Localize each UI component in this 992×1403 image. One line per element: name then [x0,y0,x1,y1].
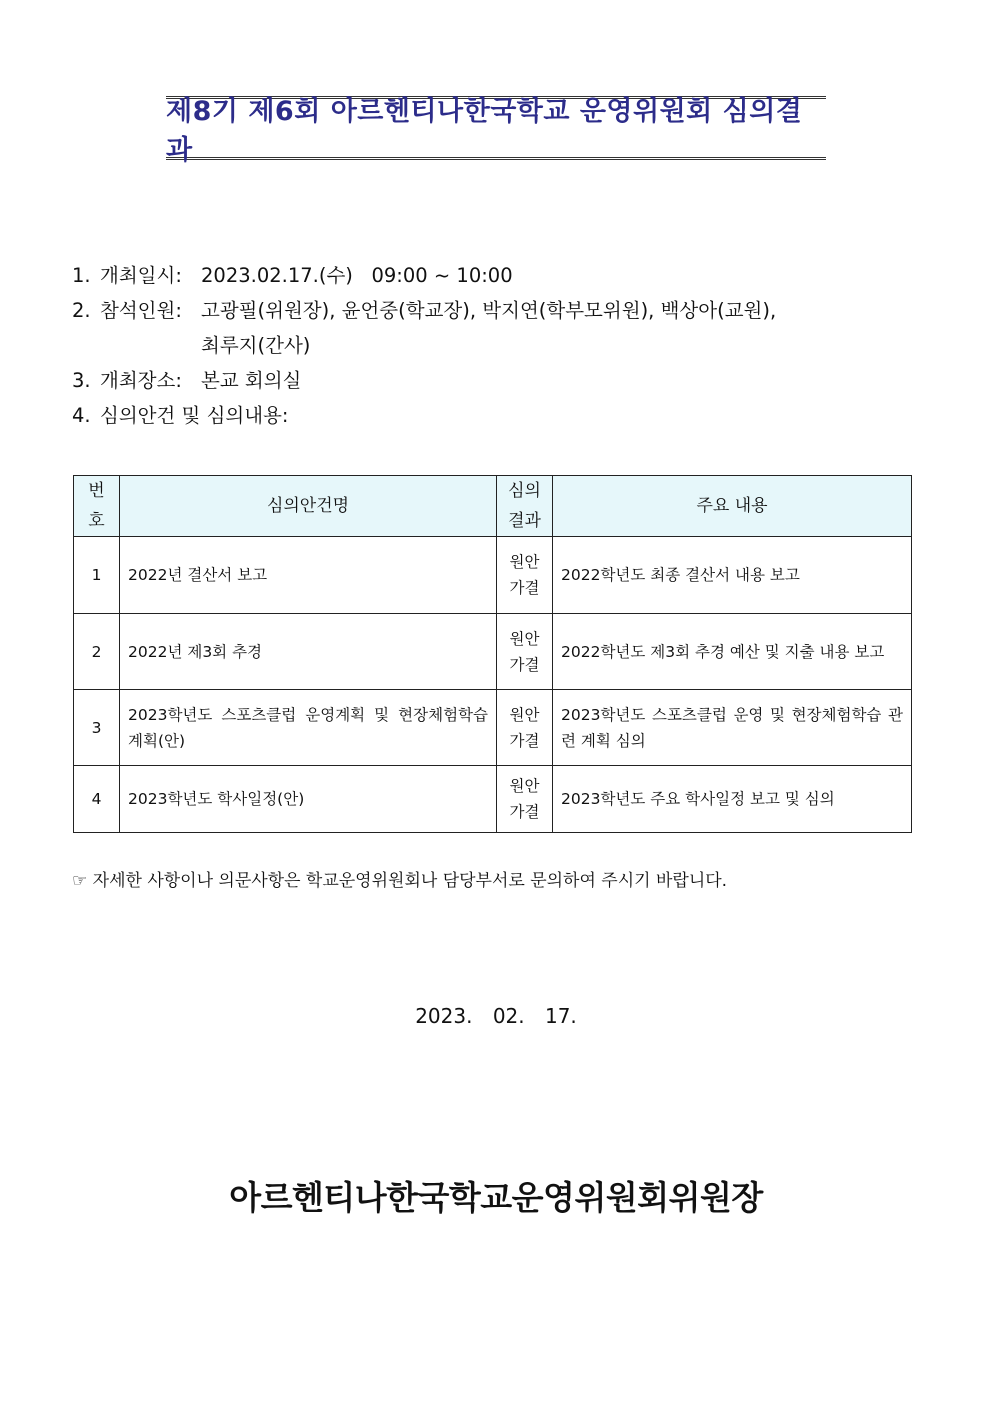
info-value-cont: 최루지(간사) [201,334,311,357]
row-item: 2022년 결산서 보고 [120,537,497,614]
row-no: 4 [74,766,120,833]
info-row-attendees [72,293,776,328]
row-item: 2022년 제3회 추경 [120,614,497,690]
row-result: 원안 가결 [497,537,553,614]
row-item: 2023학년도 학사일정(안) [120,766,497,833]
info-num: 1. [72,264,91,287]
info-value: 본교 회의실 [201,369,302,392]
row-desc: 2022학년도 최종 결산서 내용 보고 [553,537,912,614]
row-no: 3 [74,690,120,766]
table-row [74,690,912,766]
row-desc: 2022학년도 제3회 추경 예산 및 지출 내용 보고 [553,614,912,690]
info-row-agenda [72,398,776,433]
info-label: 심의안건 및 심의내용: [100,404,289,427]
row-desc: 2023학년도 주요 학사일정 보고 및 심의 [553,766,912,833]
row-result: 원안 가결 [497,690,553,766]
header-item: 심의안건명 [120,476,497,537]
header-no: 번 호 [74,476,120,537]
info-num: 3. [72,369,91,392]
row-no: 1 [74,537,120,614]
table-header-row [74,476,912,537]
row-result: 원안 가결 [497,766,553,833]
info-value: 고광필(위원장), 윤언중(학교장), 박지연(학부모위원), 백상아(교원), [201,299,777,322]
document-title: 제8기 제6회 아르헨티나한국학교 운영위원회 심의결과 [166,96,803,166]
info-label: 개최일시: [100,264,182,287]
meeting-info [72,258,776,433]
row-no: 2 [74,614,120,690]
table-row [74,614,912,690]
signer-title: 아르헨티나한국학교운영위원회위원장 [229,1178,763,1217]
info-num: 2. [72,299,91,322]
info-row-place [72,363,776,398]
info-row-date [72,258,776,293]
info-label: 개최장소: [100,369,182,392]
info-num: 4. [72,404,91,427]
row-desc: 2023학년도 스포츠클럽 운영 및 현장체험학습 관련 계획 심의 [553,690,912,766]
table-row [74,537,912,614]
agenda-table [73,475,912,833]
title-box [166,96,826,166]
header-result: 심의 결과 [497,476,553,537]
row-item: 2023학년도 스포츠클럽 운영계획 및 현장체험학습 계획(안) [120,690,497,766]
table-row [74,766,912,833]
row-result: 원안 가결 [497,614,553,690]
info-value: 2023.02.17.(수) 09:00 ~ 10:00 [201,264,513,287]
notice-text: ☞ 자세한 사항이나 의문사항은 학교운영위원회나 담당부서로 문의하여 주시기 바랍니다. [72,871,728,891]
info-row-attendees-cont [72,328,776,363]
document-date: 2023. 02. 17. [415,1004,577,1028]
header-desc: 주요 내용 [553,476,912,537]
info-label: 참석인원: [100,299,182,322]
